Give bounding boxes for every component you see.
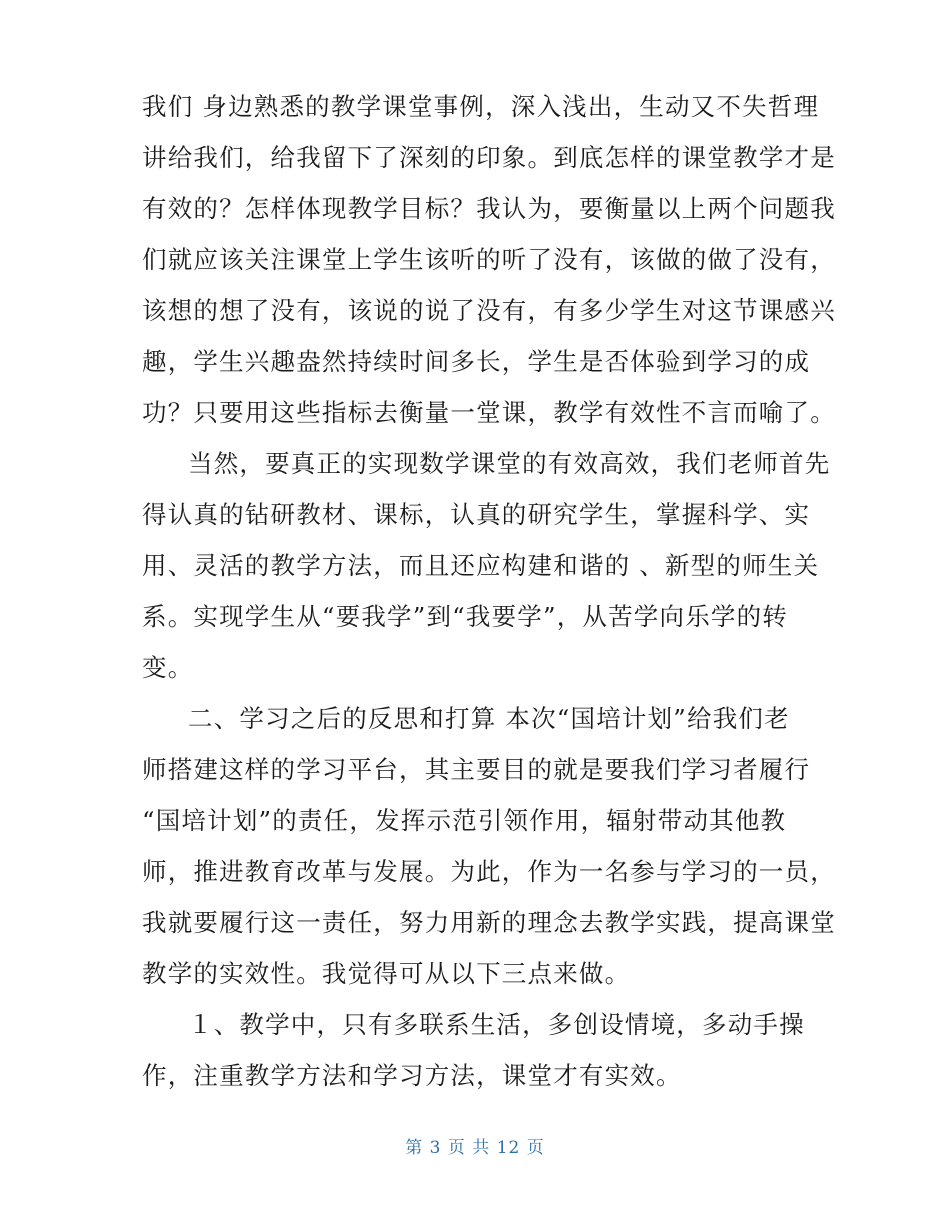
text-line: 我们 身边熟悉的教学课堂事例，深入浅出，生动又不失哲理: [142, 92, 820, 121]
text-line: 用、灵活的教学方法，而且还应构建和谐的 、新型的师生关: [142, 551, 820, 580]
page-number-footer: 第 3 页 共 12 页: [405, 1138, 545, 1158]
text-line: 变。: [142, 653, 194, 682]
paragraph-start-line: 当然，要真正的实现数学课堂的有效高效，我们老师首先: [188, 449, 831, 478]
text-line: 教学的实效性。我觉得可从以下三点来做。: [142, 959, 631, 988]
text-line: “国培计划”的责任，发挥示范引领作用，辐射带动其他教: [142, 806, 787, 835]
text-line: 师，推进教育改革与发展。为此，作为一名参与学习的一员，: [142, 857, 836, 886]
text-line: 趣，学生兴趣盎然持续时间多长，学生是否体验到学习的成: [142, 347, 811, 376]
text-line: 我就要履行这一责任，努力用新的理念去教学实践，提高课堂: [142, 908, 836, 937]
text-line: 功？只要用这些指标去衡量一堂课，教学有效性不言而喻了。: [142, 398, 836, 427]
section-heading-line: 二、学习之后的反思和打算 本次“国培计划”给我们老: [188, 704, 790, 733]
text-line: 讲给我们，给我留下了深刻的印象。到底怎样的课堂教学才是: [142, 143, 836, 172]
text-line: 们就应该关注课堂上学生该听的听了没有，该做的做了没有，: [142, 245, 836, 274]
text-line: 系。实现学生从“要我学”到“我要学”，从苦学向乐学的转: [142, 602, 788, 631]
text-line: 有效的？怎样体现教学目标？我认为，要衡量以上两个问题我: [142, 194, 836, 223]
text-line: 作，注重教学方法和学习方法，课堂才有实效。: [142, 1061, 682, 1090]
text-line: 该想的想了没有，该说的说了没有，有多少学生对这节课感兴: [142, 296, 836, 325]
list-item-line: １、教学中，只有多联系生活，多创设情境，多动手操: [188, 1010, 805, 1039]
text-line: 得认真的钻研教材、课标，认真的研究学生，掌握科学、实: [142, 500, 811, 529]
text-line: 师搭建这样的学习平台，其主要目的就是要我们学习者履行: [142, 755, 811, 784]
